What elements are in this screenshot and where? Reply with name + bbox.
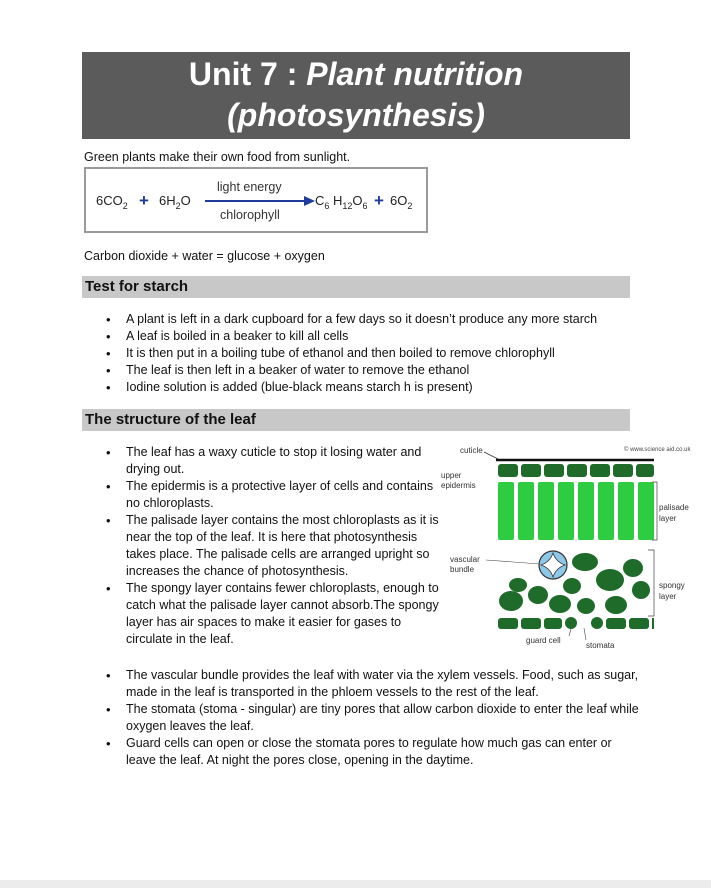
eq-glucose: $C_6$ $H_{12}O_6$ xyxy=(315,193,368,211)
label-bundle: bundle xyxy=(450,565,475,574)
eq-plus-2: + xyxy=(374,191,384,210)
label-upper: upper xyxy=(441,471,462,480)
leaf-structure-list-narrow xyxy=(84,444,439,648)
leaf-structure-list-wide xyxy=(84,667,644,769)
eq-co2: $6CO_2$ xyxy=(96,193,128,211)
label-palisade: palisade xyxy=(659,503,689,512)
list-item: • The leaf is then left in a beaker of water to remove the ethanol xyxy=(84,362,644,379)
guard-cell-pointer xyxy=(569,629,571,636)
list-item: • The stomata (stoma - singular) are tiny pores that allow carbon dioxide to enter the leaf while oxygen leaves the leaf. xyxy=(84,701,644,735)
vascular-bundle xyxy=(539,551,567,579)
list-item: • A plant is left in a dark cupboard for a few days so it doesn’t produce any more starch xyxy=(84,311,644,328)
lower-epidermis-cells xyxy=(498,617,654,629)
list-item: • A leaf is boiled in a beaker to kill all cells xyxy=(84,328,644,345)
bottom-edge xyxy=(0,880,711,888)
section-heading-starch: Test for starch xyxy=(82,276,630,298)
label-spongy: spongy xyxy=(659,581,685,590)
section-heading-leaf-structure: The structure of the leaf xyxy=(82,409,630,431)
upper-epidermis-cells xyxy=(498,464,654,477)
title-banner xyxy=(82,52,630,139)
label-palisade-layer: layer xyxy=(659,514,677,523)
stomata-pointer xyxy=(584,628,586,640)
label-cuticle: cuticle xyxy=(460,446,483,455)
list-item: • The palisade layer contains the most chloroplasts as it is near the top of the leaf. It is here that photosynthesis takes place. The palisade cells are arranged upright so increases the chance of photosynthesis. xyxy=(84,512,439,580)
spongy-cells xyxy=(499,553,650,614)
equation-graphic xyxy=(86,169,426,231)
list-item: • It is then put in a boiling tube of ethanol and then boiled to remove chlorophyll xyxy=(84,345,644,362)
diagram-credit: © www.science aid.co.uk xyxy=(624,447,691,453)
starch-steps-list xyxy=(84,311,644,396)
eq-o2: $6O_2$ xyxy=(390,193,413,211)
cuticle-pointer xyxy=(484,452,498,459)
eq-below-arrow: chlorophyll xyxy=(220,208,280,222)
title-line-1 xyxy=(82,54,630,94)
eq-h2o: $6H_2O$ xyxy=(159,193,191,211)
title-line-2: (photosynthesis) xyxy=(227,97,485,133)
leaf-cross-section-diagram xyxy=(436,440,704,655)
vascular-pointer xyxy=(486,560,540,564)
title-italic: Plant nutrition xyxy=(306,56,524,92)
chemical-equation xyxy=(84,167,428,233)
eq-arrow-head xyxy=(304,196,315,206)
label-spongy-layer: layer xyxy=(659,592,677,601)
eq-above-arrow: light energy xyxy=(217,180,282,194)
intro-text: Green plants make their own food from sunlight. xyxy=(84,150,351,164)
list-item: • Guard cells can open or close the stomata pores to regulate how much gas can enter or leave the leaf. At night the pores close, opening in the daytime. xyxy=(84,735,644,769)
list-item: • The spongy layer contains fewer chloroplasts, enough to catch what the palisade layer cannot absorb.The spongy layer has air spaces to make it easier for gases to circulate in the leaf. xyxy=(84,580,439,648)
label-stomata: stomata xyxy=(586,641,615,650)
palisade-cells xyxy=(498,482,654,540)
list-item: • Iodine solution is added (blue-black means starch h is present) xyxy=(84,379,644,396)
title-prefix: Unit 7 : xyxy=(188,56,307,92)
list-item: • The vascular bundle provides the leaf with water via the xylem vessels. Food, such as sugar, made in the leaf is transported in the phloem vessels to the rest of the leaf. xyxy=(84,667,644,701)
eq-plus-1: + xyxy=(139,191,149,210)
label-vascular: vascular xyxy=(450,555,480,564)
list-item: • The leaf has a waxy cuticle to stop it losing water and drying out. xyxy=(84,444,439,478)
list-item: • The epidermis is a protective layer of cells and contains no chloroplasts. xyxy=(84,478,439,512)
label-guard-cell: guard cell xyxy=(526,636,561,645)
word-equation: Carbon dioxide + water = glucose + oxygen xyxy=(84,249,325,263)
leaf-diagram-svg xyxy=(436,440,704,655)
label-epidermis: epidermis xyxy=(441,481,476,490)
spongy-bracket xyxy=(648,550,654,616)
